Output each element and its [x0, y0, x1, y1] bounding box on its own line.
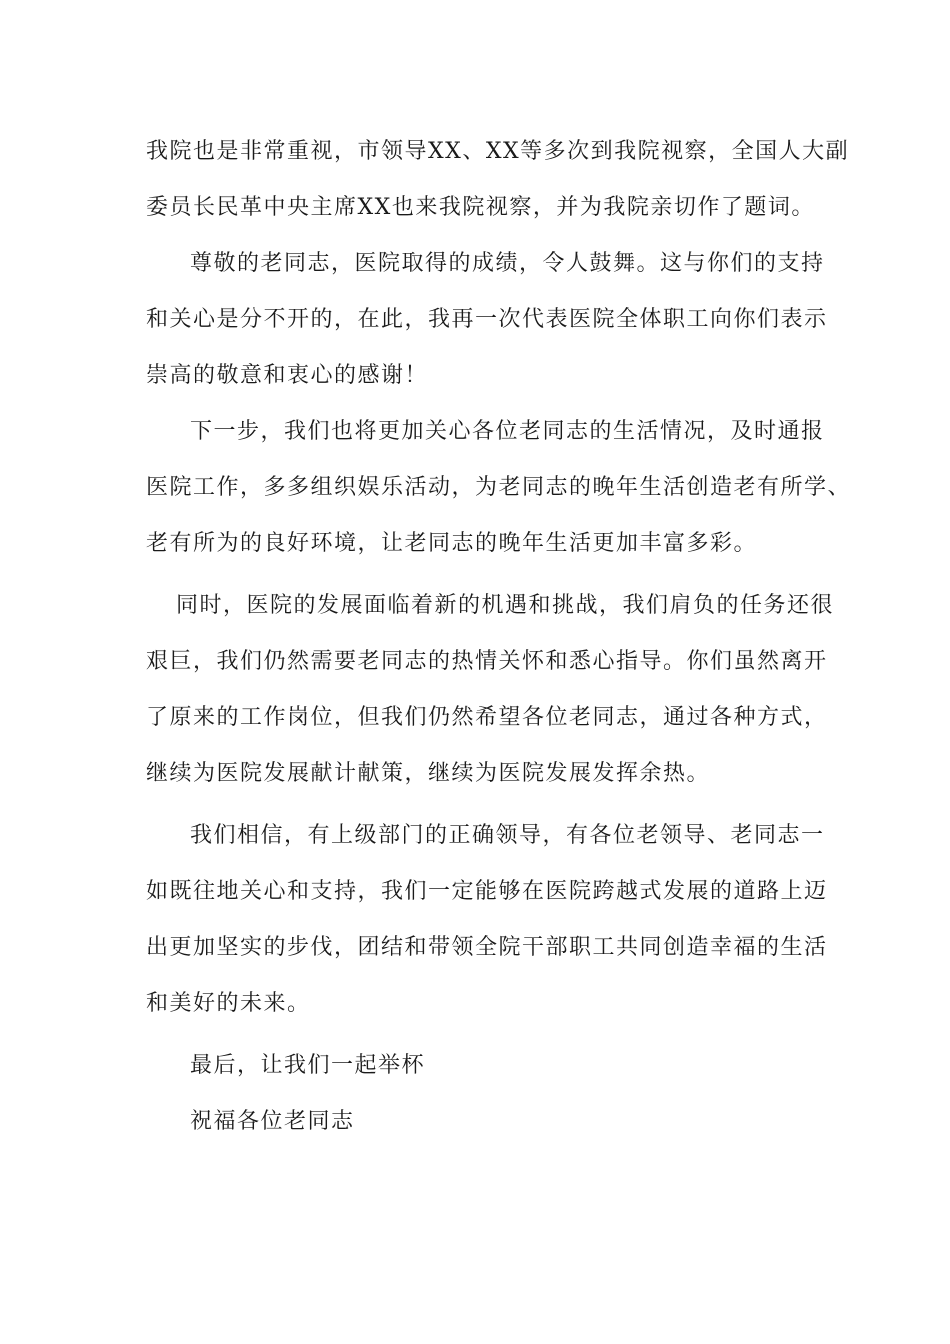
text-line: 和美好的未来。	[146, 991, 311, 1016]
text-line: 崇高的敬意和衷心的感谢！	[146, 363, 429, 388]
text-line: 出更加坚实的步伐，团结和带领全院干部职工共同创造幸福的生活	[146, 935, 828, 960]
text-line: 如既往地关心和支持，我们一定能够在医院跨越式发展的道路上迈	[146, 879, 828, 904]
paragraph-start-line: 下一步，我们也将更加关心各位老同志的生活情况，及时通报	[190, 419, 825, 444]
text-line: 我院也是非常重视，市领导XX、XX等多次到我院视察，全国人大副	[146, 139, 850, 164]
closing-line: 祝福各位老同志	[190, 1109, 355, 1134]
text-line: 和关心是分不开的，在此，我再一次代表医院全体职工向你们表示	[146, 307, 828, 332]
text-line: 医院工作，多多组织娱乐活动，为老同志的晚年生活创造老有所学、	[146, 475, 852, 500]
paragraph-start-line: 尊敬的老同志，医院取得的成绩，令人鼓舞。这与你们的支持	[190, 251, 825, 276]
closing-line: 最后，让我们一起举杯	[190, 1053, 426, 1078]
text-line: 艰巨，我们仍然需要老同志的热情关怀和悉心指导。你们虽然离开	[146, 649, 828, 674]
text-line: 继续为医院发展献计献策，继续为医院发展发挥余热。	[146, 761, 711, 786]
text-line: 老有所为的良好环境，让老同志的晚年生活更加丰富多彩。	[146, 531, 758, 556]
text-line: 委员长民革中央主席XX也来我院视察，并为我院亲切作了题词。	[146, 195, 815, 220]
text-line: 了原来的工作岗位，但我们仍然希望各位老同志，通过各种方式，	[146, 705, 828, 730]
paragraph-start-line: 我们相信，有上级部门的正确领导，有各位老领导、老同志一	[190, 823, 825, 848]
paragraph-start-line: 同时，医院的发展面临着新的机遇和挑战，我们肩负的任务还很	[176, 593, 835, 618]
